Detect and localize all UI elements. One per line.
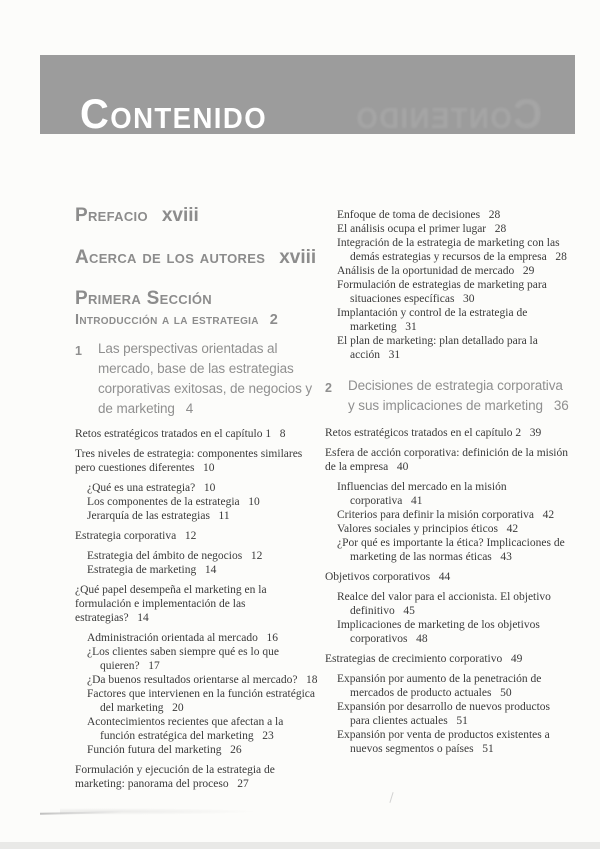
toc-subentry-group	[325, 208, 570, 362]
chapter-title: Decisiones de estrategia corporativa y sus implicaciones de marketing 36	[348, 378, 569, 413]
toc-subentry: Estrategia de marketing 14	[87, 564, 217, 576]
toc-subentry: Realce del valor para el accionista. El objetivo definitivo 45	[337, 591, 551, 617]
toc-subentry: Criterios para definir la misión corporativa 42	[337, 509, 555, 521]
chapter-number: 2	[325, 381, 332, 395]
toc-subentry: Los componentes de la estrategia 10	[87, 496, 260, 508]
toc-subentry: Factores que intervienen en la función estratégica del marketing 20	[87, 688, 315, 714]
toc-column-left	[75, 204, 320, 797]
chapter-heading	[75, 339, 320, 419]
toc-subentry: El análisis ocupa el primer lugar 28	[337, 223, 507, 235]
toc-entry: Objetivos corporativos 44	[325, 571, 451, 583]
chapter-heading	[325, 376, 570, 416]
toc-entry: Retos estratégicos tratados en el capítulo 2 39	[325, 427, 542, 439]
front-matter-prefacio	[75, 204, 320, 228]
toc-subentry: Análisis de la oportunidad de mercado 29	[337, 265, 535, 277]
section-subtitle	[75, 311, 320, 329]
toc-entry: Retos estratégicos tratados en el capítulo 1 8	[75, 428, 286, 440]
toc-subentry: Implantación y control de la estrategia de marketing 31	[337, 307, 528, 333]
toc-subentry: Influencias del mercado en la misión corporativa 41	[337, 481, 507, 507]
toc-column-right	[325, 208, 570, 762]
toc-entry: Tres niveles de estrategia: componentes similares pero cuestiones diferentes 10	[75, 448, 303, 474]
toc-subentry: Enfoque de toma de decisiones 28	[337, 209, 501, 221]
toc-entry: Esfera de acción corporativa: definición de la misión de la empresa 40	[325, 447, 568, 473]
chapter-title: Las perspectivas orientadas al mercado, base de las estrategias corporativas exitosas, de negocios y de marketing 4	[98, 341, 313, 416]
toc-entry: Formulación y ejecución de la estrategia de marketing: panorama del proceso 27	[75, 764, 275, 790]
toc-entry: ¿Qué papel desempeña el marketing en la formulación e implementación de las estrategias? 14	[75, 584, 267, 624]
front-matter-label: Acerca de los autores	[75, 247, 266, 268]
chapter-number: 1	[75, 344, 82, 358]
toc-subentry: Estrategia del ámbito de negocios 12	[87, 550, 263, 562]
toc-subentry: Expansión por venta de productos existentes a nuevos segmentos o países 51	[337, 729, 550, 755]
contents-banner	[40, 55, 575, 137]
section-subtitle-page: 2	[269, 312, 279, 328]
toc-subentry: Jerarquía de las estrategias 11	[87, 510, 230, 522]
toc-subentry-group	[325, 480, 570, 564]
toc-subentry: Implicaciones de marketing de los objetivos corporativos 48	[337, 619, 540, 645]
toc-subentry-group	[325, 590, 570, 646]
toc-subentry-group	[75, 631, 320, 757]
page-title: Contenido	[80, 90, 268, 137]
toc-subentry-group	[75, 549, 320, 577]
section-title: Primera Sección	[75, 288, 212, 309]
toc-subentry: ¿Por qué es importante la ética? Implicaciones de marketing de las normas éticas 43	[337, 537, 565, 563]
toc-entry: Estrategia corporativa 12	[75, 530, 197, 542]
toc-subentry: Integración de la estrategia de marketing con las demás estrategias y recursos de la empresa 28	[337, 237, 567, 263]
front-matter-label: Prefacio	[75, 205, 148, 226]
page-bottom-scan-edge	[0, 842, 600, 849]
toc-subentry: Formulación de estrategias de marketing para situaciones específicas 30	[337, 279, 547, 305]
toc-subentry: Administración orientada al mercado 16	[87, 632, 278, 644]
section-subtitle-label: Introducción a la estrategia	[75, 312, 259, 328]
front-matter-page: xviii	[161, 205, 199, 226]
toc-entry: Estrategias de crecimiento corporativo 49	[325, 653, 523, 665]
front-matter-page: xviii	[279, 247, 317, 268]
toc-subentry: ¿Los clientes saben siempre qué es lo que quieren? 17	[87, 646, 279, 672]
toc-subentry: ¿Qué es una estrategia? 10	[87, 482, 216, 494]
toc-subentry-group	[325, 672, 570, 756]
toc-subentry-group	[75, 481, 320, 523]
toc-subentry: Función futura del marketing 26	[87, 744, 242, 756]
page-title-ghost-showthrough: Contenido	[355, 90, 543, 137]
slash-scan-artifact	[389, 792, 393, 803]
toc-entries-left	[75, 339, 320, 791]
toc-subentry: ¿Da buenos resultados orientarse al mercado? 18	[87, 674, 318, 686]
toc-subentry: Acontecimientos recientes que afectan a la función estratégica del marketing 23	[87, 716, 284, 742]
toc-subentry: Expansión por desarrollo de nuevos productos para clientes actuales 51	[337, 701, 551, 727]
toc-subentry: Valores sociales y principios éticos 42	[337, 523, 519, 535]
pencil-smudge-artifact	[60, 808, 260, 815]
toc-entries-right	[325, 208, 570, 756]
toc-subentry: Expansión por aumento de la penetración de mercados de producto actuales 50	[337, 673, 542, 699]
front-matter-autores	[75, 246, 320, 270]
toc-subentry: El plan de marketing: plan detallado para la acción 31	[337, 335, 538, 361]
